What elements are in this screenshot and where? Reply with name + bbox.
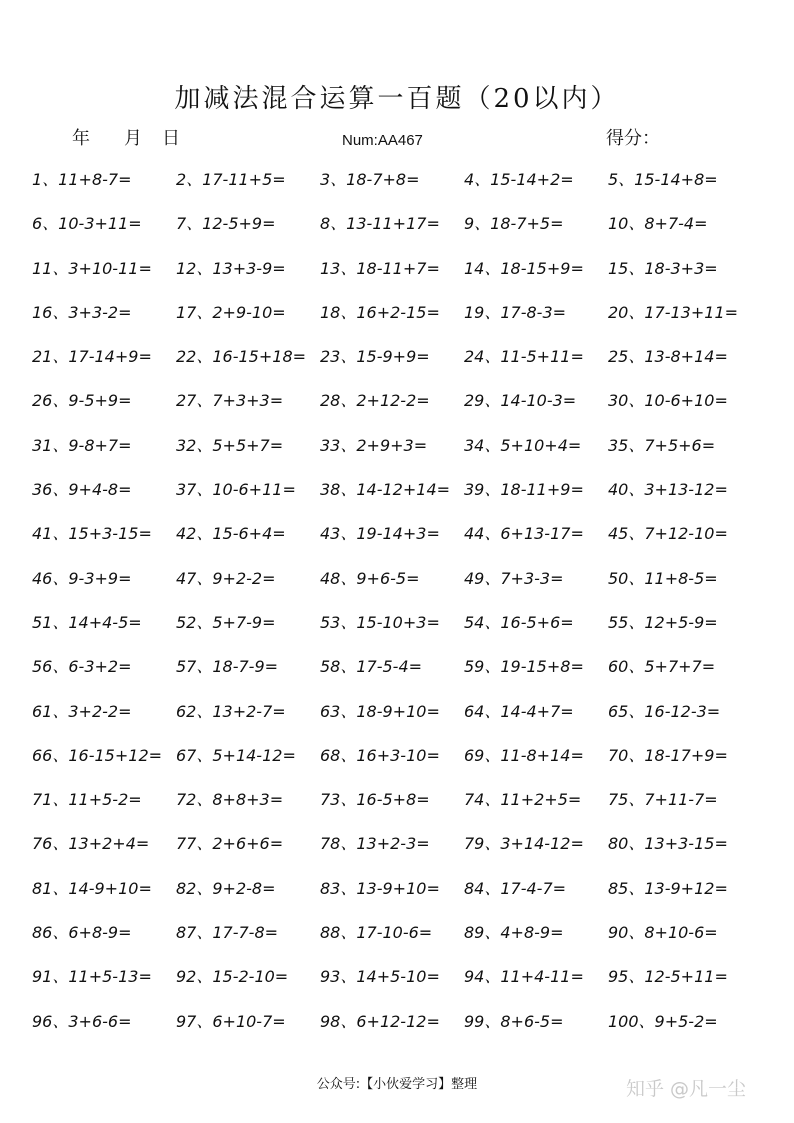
problem-item: 65、16-12-3=	[608, 701, 721, 721]
problem-item: 82、9+2-8=	[176, 878, 276, 898]
problem-item: 39、18-11+9=	[464, 480, 584, 500]
problem-item: 76、13+2+4=	[32, 834, 150, 854]
problem-item: 81、14-9+10=	[32, 878, 152, 898]
problem-item: 77、2+6+6=	[176, 834, 284, 854]
problem-item: 44、6+13-17=	[464, 524, 584, 544]
problem-item: 52、5+7-9=	[176, 612, 276, 632]
problem-item: 90、8+10-6=	[608, 923, 718, 943]
problem-item: 72、8+8+3=	[176, 790, 284, 810]
problem-item: 80、13+3-15=	[608, 834, 728, 854]
problem-item: 93、14+5-10=	[320, 967, 440, 987]
problem-item: 59、19-15+8=	[464, 657, 584, 677]
problem-item: 53、15-10+3=	[320, 612, 440, 632]
problem-item: 41、15+3-15=	[32, 524, 152, 544]
problem-item: 26、9-5+9=	[32, 391, 132, 411]
problem-item: 38、14-12+14=	[320, 480, 451, 500]
problem-item: 78、13+2-3=	[320, 834, 430, 854]
problem-item: 54、16-5+6=	[464, 612, 574, 632]
problem-item: 56、6-3+2=	[32, 657, 132, 677]
problem-item: 95、12-5+11=	[608, 967, 728, 987]
problem-item: 99、8+6-5=	[464, 1011, 564, 1031]
problem-item: 58、17-5-4=	[320, 657, 423, 677]
problem-item: 57、18-7-9=	[176, 657, 279, 677]
problem-item: 5、15-14+8=	[608, 170, 718, 189]
problem-item: 32、5+5+7=	[176, 435, 284, 455]
problem-item: 96、3+6-6=	[32, 1011, 132, 1031]
problem-item: 45、7+12-10=	[608, 524, 728, 544]
problem-item: 60、5+7+7=	[608, 657, 716, 677]
worksheet-header	[0, 124, 794, 154]
problem-item: 48、9+6-5=	[320, 568, 420, 588]
problem-item: 86、6+8-9=	[32, 923, 132, 943]
problem-item: 7、12-5+9=	[176, 214, 276, 234]
problem-item: 13、18-11+7=	[320, 258, 440, 278]
problem-item: 67、5+14-12=	[176, 745, 296, 765]
problem-item: 88、17-10-6=	[320, 923, 433, 943]
problem-item: 71、11+5-2=	[32, 790, 142, 810]
problem-item: 66、16-15+12=	[32, 745, 163, 765]
problem-item: 79、3+14-12=	[464, 834, 584, 854]
problem-item: 64、14-4+7=	[464, 701, 574, 721]
problem-item: 69、11-8+14=	[464, 745, 584, 765]
problem-item: 9、18-7+5=	[464, 214, 564, 234]
problem-item: 6、10-3+11=	[32, 214, 142, 234]
problem-item: 61、3+2-2=	[32, 701, 132, 721]
problem-item: 12、13+3-9=	[176, 258, 286, 278]
page-title: 加减法混合运算一百题（20以内）	[174, 84, 620, 114]
problem-item: 34、5+10+4=	[464, 435, 582, 455]
problem-item: 22、16-15+18=	[176, 347, 307, 367]
problem-item: 49、7+3-3=	[464, 568, 564, 588]
problem-item: 42、15-6+4=	[176, 524, 286, 544]
problem-item: 100、9+5-2=	[608, 1011, 718, 1031]
problem-item: 8、13-11+17=	[320, 214, 440, 234]
problem-item: 21、17-14+9=	[32, 347, 152, 367]
problem-item: 63、18-9+10=	[320, 701, 440, 721]
problem-item: 51、14+4-5=	[32, 612, 142, 632]
worksheet-number: Num:AA467	[342, 132, 423, 149]
problem-item: 17、2+9-10=	[176, 302, 286, 322]
problem-item: 94、11+4-11=	[464, 967, 584, 987]
score-label: 得分：	[606, 128, 660, 149]
problem-item: 75、7+11-7=	[608, 790, 718, 810]
problem-item: 27、7+3+3=	[176, 391, 284, 411]
problem-item: 68、16+3-10=	[320, 745, 440, 765]
problem-item: 84、17-4-7=	[464, 878, 567, 898]
problem-grid	[32, 168, 752, 1054]
problem-item: 10、8+7-4=	[608, 214, 708, 234]
problem-item: 91、11+5-13=	[32, 967, 152, 987]
problem-item: 18、16+2-15=	[320, 302, 440, 322]
problem-item: 74、11+2+5=	[464, 790, 582, 810]
problem-item: 23、15-9+9=	[320, 347, 430, 367]
problem-item: 43、19-14+3=	[320, 524, 440, 544]
problem-item: 30、10-6+10=	[608, 391, 728, 411]
problem-item: 25、13-8+14=	[608, 347, 728, 367]
problem-item: 97、6+10-7=	[176, 1011, 286, 1031]
problem-item: 70、18-17+9=	[608, 745, 728, 765]
problem-item: 36、9+4-8=	[32, 480, 132, 500]
problem-item: 35、7+5+6=	[608, 435, 716, 455]
problem-item: 62、13+2-7=	[176, 701, 286, 721]
problem-item: 40、3+13-12=	[608, 480, 728, 500]
problem-item: 24、11-5+11=	[464, 347, 584, 367]
problem-item: 73、16-5+8=	[320, 790, 430, 810]
problem-item: 4、15-14+2=	[464, 170, 574, 189]
problem-item: 83、13-9+10=	[320, 878, 440, 898]
problem-item: 87、17-7-8=	[176, 923, 279, 943]
watermark: 知乎 @凡一尘	[626, 1078, 747, 1100]
problem-item: 98、6+12-12=	[320, 1011, 440, 1031]
date-day-label: 日	[162, 128, 180, 149]
problem-item: 31、9-8+7=	[32, 435, 132, 455]
problem-item: 19、17-8-3=	[464, 302, 567, 322]
problem-item: 28、2+12-2=	[320, 391, 430, 411]
problem-item: 29、14-10-3=	[464, 391, 577, 411]
footer-credit: 公众号:【小伙爱学习】整理	[316, 1077, 478, 1092]
date-month-label: 月	[124, 128, 142, 149]
problem-item: 50、11+8-5=	[608, 568, 718, 588]
problem-item: 46、9-3+9=	[32, 568, 132, 588]
problem-item: 1、11+8-7=	[32, 170, 132, 189]
date-year-label: 年	[72, 128, 90, 149]
problem-item: 85、13-9+12=	[608, 878, 728, 898]
problem-item: 92、15-2-10=	[176, 967, 289, 987]
problem-item: 16、3+3-2=	[32, 302, 132, 322]
problem-item: 37、10-6+11=	[176, 480, 296, 500]
problem-item: 11、3+10-11=	[32, 258, 152, 278]
problem-item: 15、18-3+3=	[608, 258, 718, 278]
problem-item: 14、18-15+9=	[464, 258, 584, 278]
problem-item: 2、17-11+5=	[176, 170, 286, 189]
problem-item: 20、17-13+11=	[608, 302, 739, 322]
problem-item: 55、12+5-9=	[608, 612, 718, 632]
problem-item: 89、4+8-9=	[464, 923, 564, 943]
problem-item: 33、2+9+3=	[320, 435, 428, 455]
problem-item: 3、18-7+8=	[320, 170, 420, 189]
problem-item: 47、9+2-2=	[176, 568, 276, 588]
